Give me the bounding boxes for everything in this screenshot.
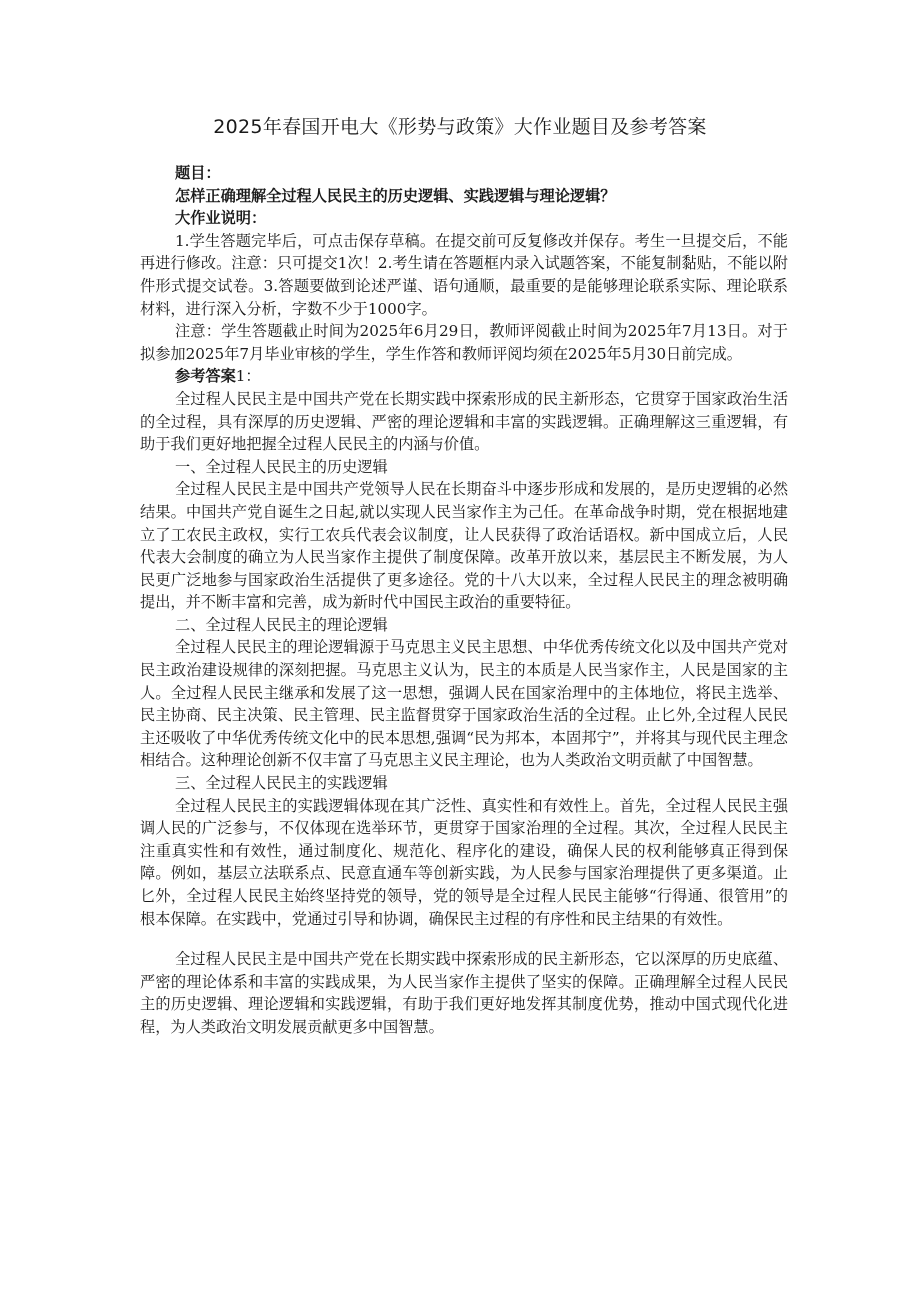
instructions-heading: 大作业说明：	[175, 209, 267, 228]
conclusion-paragraph: 全过程人民民主是中国共产党在长期实践中探索形成的民主新形态，它以深厚的历史底蕴、严密的理论体系和丰富的实践成果，为人民当家作主提供了坚实的保障。正确理解全过程人民民主的历史逻辑、理论逻辑和实践逻辑，有助于我们更好地发挥其制度优势，推动中国式现代化进程，为人类政治文明发展贡献更多中国智慧。	[140, 950, 788, 1036]
paragraph-spacer	[140, 930, 788, 948]
document-title: 2025年春国开电大《形势与政策》大作业题目及参考答案	[213, 116, 707, 138]
answer-heading: 参考答案	[175, 367, 236, 386]
answer-heading-line	[140, 365, 788, 388]
answer-intro: 全过程人民民主是中国共产党在长期实践中探索形成的民主新形态，它贯穿于国家政治生活的全过程，具有深厚的历史逻辑、严密的理论逻辑和丰富的实践逻辑。正确理解这三重逻辑，有助于我们更好地把握全过程人民民主的内涵与价值。	[140, 389, 788, 454]
question-heading: 题目：	[175, 164, 221, 182]
question-text: 怎样正确理解全过程人民民主的历史逻辑、实践逻辑与理论逻辑？	[175, 186, 616, 205]
section1-title: 一、全过程人民民主的历史逻辑	[175, 457, 388, 476]
section2-body: 全过程人民民主的理论逻辑源于马克思主义民主思想、中华优秀传统文化以及中国共产党对民主政治建设规律的深刻把握。马克思主义认为，民主的本质是人民当家作主，人民是国家的主人。全过程人民民主继承和发展了这一思想，强调人民在国家治理中的主体地位，将民主选举、民主协商、民主决策、民主管理、民主监督贯穿于国家政治生活的全过程。止匕外,全过程人民民主还吸收了中华优秀传统文化中的民本思想,强调“民为邦本，本固邦宁”，并将其与现代民主理念相结合。这种理论创新不仅丰富了马克思主义民主理论，也为人类政治文明贡献了中国智慧。	[140, 638, 788, 770]
instructions-paragraph: 1.学生答题完毕后，可点击保存草稿。在提交前可反复修改并保存。考生一旦提交后，不能再进行修改。注意：只可提交1次！2.考生请在答题框内录入试题答案，不能复制黏贴，不能以附件形式提交试卷。3.答题要做到论述严谨、语句通顺，最重要的是能够理论联系实际、理论联系材料，进行深入分析，字数不少于1000字。	[140, 231, 788, 318]
section3-title: 三、全过程人民民主的实践逻辑	[175, 774, 388, 793]
answer-heading-suffix: 1：	[235, 367, 261, 386]
section1-body: 全过程人民民主是中国共产党领导人民在长期奋斗中逐步形成和发展的，是历史逻辑的必然结果。中国共产党自诞生之日起,就以实现人民当家作主为己任。在革命战争时期，党在根据地建立了工农民主政权，实行工农兵代表会议制度，让人民获得了政治话语权。新中国成立后，人民代表大会制度的确立为人民当家作主提供了制度保障。改革开放以来，基层民主不断发展，为人民更广泛地参与国家政治生活提供了更多途径。党的十八大以来，全过程人民民主的理念被明确提出，并不断丰富和完善，成为新时代中国民主政治的重要特征。	[140, 480, 788, 612]
deadline-note: 注意：学生答题截止时间为2025年6月29日，教师评阅截止时间为2025年7月13日。对于拟参加2025年7月毕业审核的学生，学生作答和教师评阅均须在2025年5月30日前完成。	[140, 322, 788, 363]
section2-title: 二、全过程人民民主的理论逻辑	[175, 615, 388, 634]
section3-body: 全过程人民民主的实践逻辑体现在其广泛性、真实性和有效性上。首先，全过程人民民主强调人民的广泛参与，不仅体现在选举环节，更贯穿于国家治理的全过程。其次，全过程人民民主注重真实性和有效性，通过制度化、规范化、程序化的建设，确保人民的权利能够真正得到保障。例如，基层立法联系点、民意直通车等创新实践，为人民参与国家治理提供了更多渠道。止匕外，全过程人民民主始终坚持党的领导，党的领导是全过程人民民主能够“行得通、很管用”的根本保障。在实践中，党通过引导和协调，确保民主过程的有序性和民主结果的有效性。	[140, 796, 788, 928]
document-body	[140, 162, 788, 1039]
